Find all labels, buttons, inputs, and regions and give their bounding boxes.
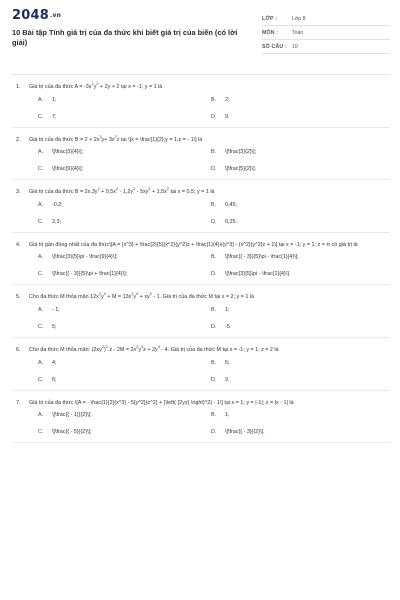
option-label: D. (211, 271, 217, 278)
meta-value: Lớp 8 (292, 15, 306, 22)
option-value: 2,3; (52, 218, 61, 225)
answer-options (12, 407, 390, 442)
document-title: 10 Bài tập Tính giá trị của đa thức khi biết giá trị của biến (có lời giải) (12, 28, 238, 47)
option-value: \[\frac{5}{2}\]. (225, 166, 257, 173)
option-label: C. (38, 166, 44, 173)
option-value: 9. (225, 113, 230, 120)
option-value: 3. (225, 376, 230, 383)
meta-key: LỚP : (262, 15, 278, 22)
answer-option[interactable] (38, 165, 211, 173)
option-value: \[\frac{{ - 3}}{5}\pi - \frac{1}{4}\]; (225, 254, 299, 261)
option-label: D. (211, 218, 217, 225)
answer-option[interactable] (211, 270, 390, 278)
question-text: Cho đa thức M thỏa mãn: $(2xy^2)^2.z - 2M = 2x^2y^4z + 2y^4 - 4$. Giá trị của đa thức M tại x = -1; y = 1; z = 2 là (29, 345, 279, 353)
option-value: \[\frac{{ - 1}}{2}\]; (52, 412, 92, 419)
question-line (12, 293, 390, 302)
header-left (12, 6, 244, 48)
question-item (12, 75, 390, 128)
answer-option[interactable] (211, 376, 390, 384)
option-label: D. (211, 376, 217, 383)
answer-options (12, 144, 390, 179)
question-number: 2. (16, 136, 21, 143)
option-label: C. (38, 376, 44, 383)
answer-option[interactable] (211, 201, 390, 209)
answer-option[interactable] (211, 428, 390, 436)
question-text: Giá trị của đa thức $B = 2 + 2x^3y+ 3x^2z$ tại \[x = \frac{1}{2};y = 1;z = - 1\] là (29, 134, 203, 143)
option-value: 4; (52, 359, 57, 366)
option-label: D. (211, 323, 217, 330)
meta-value: Toán (292, 29, 304, 36)
question-number: 4. (16, 241, 21, 248)
document-header (12, 6, 390, 68)
option-label: C. (38, 429, 44, 436)
option-value: 0,45; (225, 201, 237, 208)
answer-option[interactable] (211, 306, 390, 314)
option-value: - 1; (52, 306, 60, 313)
answer-option[interactable] (38, 270, 211, 278)
meta-key: MÔN : (262, 29, 279, 36)
question-text: Giá trị của đa thức $B = 2x.3y^2 + 0,5x^2 - 1,2y^2 - 5xy^2 + 1,5x^2$ tại x = 0,5; y = 1 là (29, 187, 215, 196)
option-value: \[\frac{3}{5}\pi - \frac{9}{4}\]; (52, 254, 118, 261)
answer-options (12, 92, 390, 127)
answer-options (12, 249, 390, 284)
question-list (12, 75, 390, 443)
question-item (12, 338, 390, 391)
answer-option[interactable] (38, 113, 211, 121)
answer-option[interactable] (38, 218, 211, 226)
question-line (12, 241, 390, 250)
option-label: B. (211, 412, 217, 419)
option-value: \[\frac{{ - 3}}{2}\]. (225, 429, 265, 436)
question-text: Cho đa thức M thỏa mãn $12x^2y^4 + M = 13x^2y^4 + xy^2 - 1$. Giá trị của đa thức M tại x = 2; y = 1 là (29, 292, 255, 301)
option-value: 2; (225, 96, 230, 103)
option-label: D. (211, 429, 217, 436)
option-label: C. (38, 271, 44, 278)
meta-value: 10 (292, 43, 298, 50)
answer-option[interactable] (211, 253, 390, 261)
question-item (12, 180, 390, 233)
option-label: B. (211, 359, 217, 366)
option-label: A. (38, 412, 44, 419)
question-line (12, 188, 390, 197)
answer-option[interactable] (38, 253, 211, 261)
answer-option[interactable] (211, 165, 390, 173)
question-text: Giá trị gần đúng nhất của đa thức\[A = {x^3} + \frac{2}{5}{x^2}{y^2}z + \frac{1}{4}x{y^3} - {x^2}{y^2}z + 1\] tại x = -1; y = 1; z = π có giá trị là (29, 241, 358, 248)
question-item (12, 233, 390, 286)
logo-text: 2048 (12, 8, 49, 23)
answer-options (12, 197, 390, 232)
option-value: 1; (52, 96, 57, 103)
option-label: A. (38, 254, 44, 261)
meta-row-class (262, 12, 390, 26)
question-text: Giá trị của đa thức \[A = - \frac{1}{2}{x^3} - 5{y^2}{z^2} + {\left( {2yz} \right)^2} - 1\] tại x = 1; y = |-1|; z = |x - 1| là (29, 399, 294, 406)
question-line (12, 136, 390, 145)
logo-tld: .vn (49, 12, 62, 19)
meta-row-count (262, 40, 390, 54)
answer-option[interactable] (211, 218, 390, 226)
option-label: B. (211, 201, 217, 208)
question-text: Giá trị của đa thức $A = -3x^2y^2 + 2y + 2$ tại x = -1; y = 1 là (29, 82, 163, 90)
option-value: \[\frac{3}{4}\]; (52, 149, 84, 156)
option-label: A. (38, 359, 44, 366)
question-number: 6. (16, 346, 21, 353)
answer-option[interactable] (38, 96, 211, 104)
answer-option[interactable] (211, 113, 390, 121)
question-line (12, 83, 390, 92)
answer-options (12, 302, 390, 337)
option-label: A. (38, 201, 44, 208)
option-value: \[\frac{3}{5}\pi - \frac{1}{4}\]. (225, 271, 291, 278)
option-label: C. (38, 323, 44, 330)
option-value: 1; (225, 306, 230, 313)
option-label: A. (38, 149, 44, 156)
option-label: B. (211, 149, 217, 156)
answer-options (12, 355, 390, 390)
question-item (12, 285, 390, 338)
question-item (12, 128, 390, 181)
answer-option[interactable] (211, 148, 390, 156)
option-label: B. (211, 254, 217, 261)
option-label: B. (211, 96, 217, 103)
answer-option[interactable] (38, 376, 211, 384)
question-number: 3. (16, 189, 21, 196)
option-value: 6; (52, 376, 57, 383)
answer-option[interactable] (211, 411, 390, 419)
question-number: 1. (16, 84, 21, 90)
option-value: 5; (52, 323, 57, 330)
question-line (12, 346, 390, 355)
question-number: 7. (16, 399, 21, 406)
meta-table (262, 12, 390, 54)
option-value: 7; (52, 113, 57, 120)
option-label: A. (38, 96, 44, 103)
option-value: \[\frac{9}{4}\]; (52, 166, 84, 173)
answer-option[interactable] (211, 359, 390, 367)
option-label: B. (211, 306, 217, 313)
option-label: D. (211, 113, 217, 120)
option-value: 0,25. (225, 218, 237, 225)
meta-row-subject (262, 26, 390, 40)
option-label: A. (38, 306, 44, 313)
option-value: -0,2; (52, 201, 63, 208)
answer-option[interactable] (38, 411, 211, 419)
option-label: C. (38, 218, 44, 225)
option-value: \[\frac{{ - 5}}{2}\]; (52, 429, 92, 436)
option-value: \[\frac{{ - 3}}{5}\pi + \frac{1}{4}\]; (52, 271, 128, 278)
question-number: 5. (16, 294, 21, 301)
question-item (12, 391, 390, 444)
answer-option[interactable] (38, 323, 211, 331)
answer-option[interactable] (211, 323, 390, 331)
option-value: \[\frac{3}{2}\]; (225, 149, 257, 156)
option-label: C. (38, 113, 44, 120)
meta-key: SỐ CÂU : (262, 43, 287, 50)
site-logo[interactable] (12, 8, 244, 23)
option-value: 1; (225, 412, 230, 419)
answer-option[interactable] (38, 306, 211, 314)
option-value: -5. (225, 323, 232, 330)
answer-option[interactable] (38, 428, 211, 436)
answer-option[interactable] (38, 359, 211, 367)
answer-option[interactable] (38, 148, 211, 156)
question-line (12, 399, 390, 408)
option-label: D. (211, 166, 217, 173)
option-value: 5; (225, 359, 230, 366)
answer-option[interactable] (38, 201, 211, 209)
answer-option[interactable] (211, 96, 390, 104)
